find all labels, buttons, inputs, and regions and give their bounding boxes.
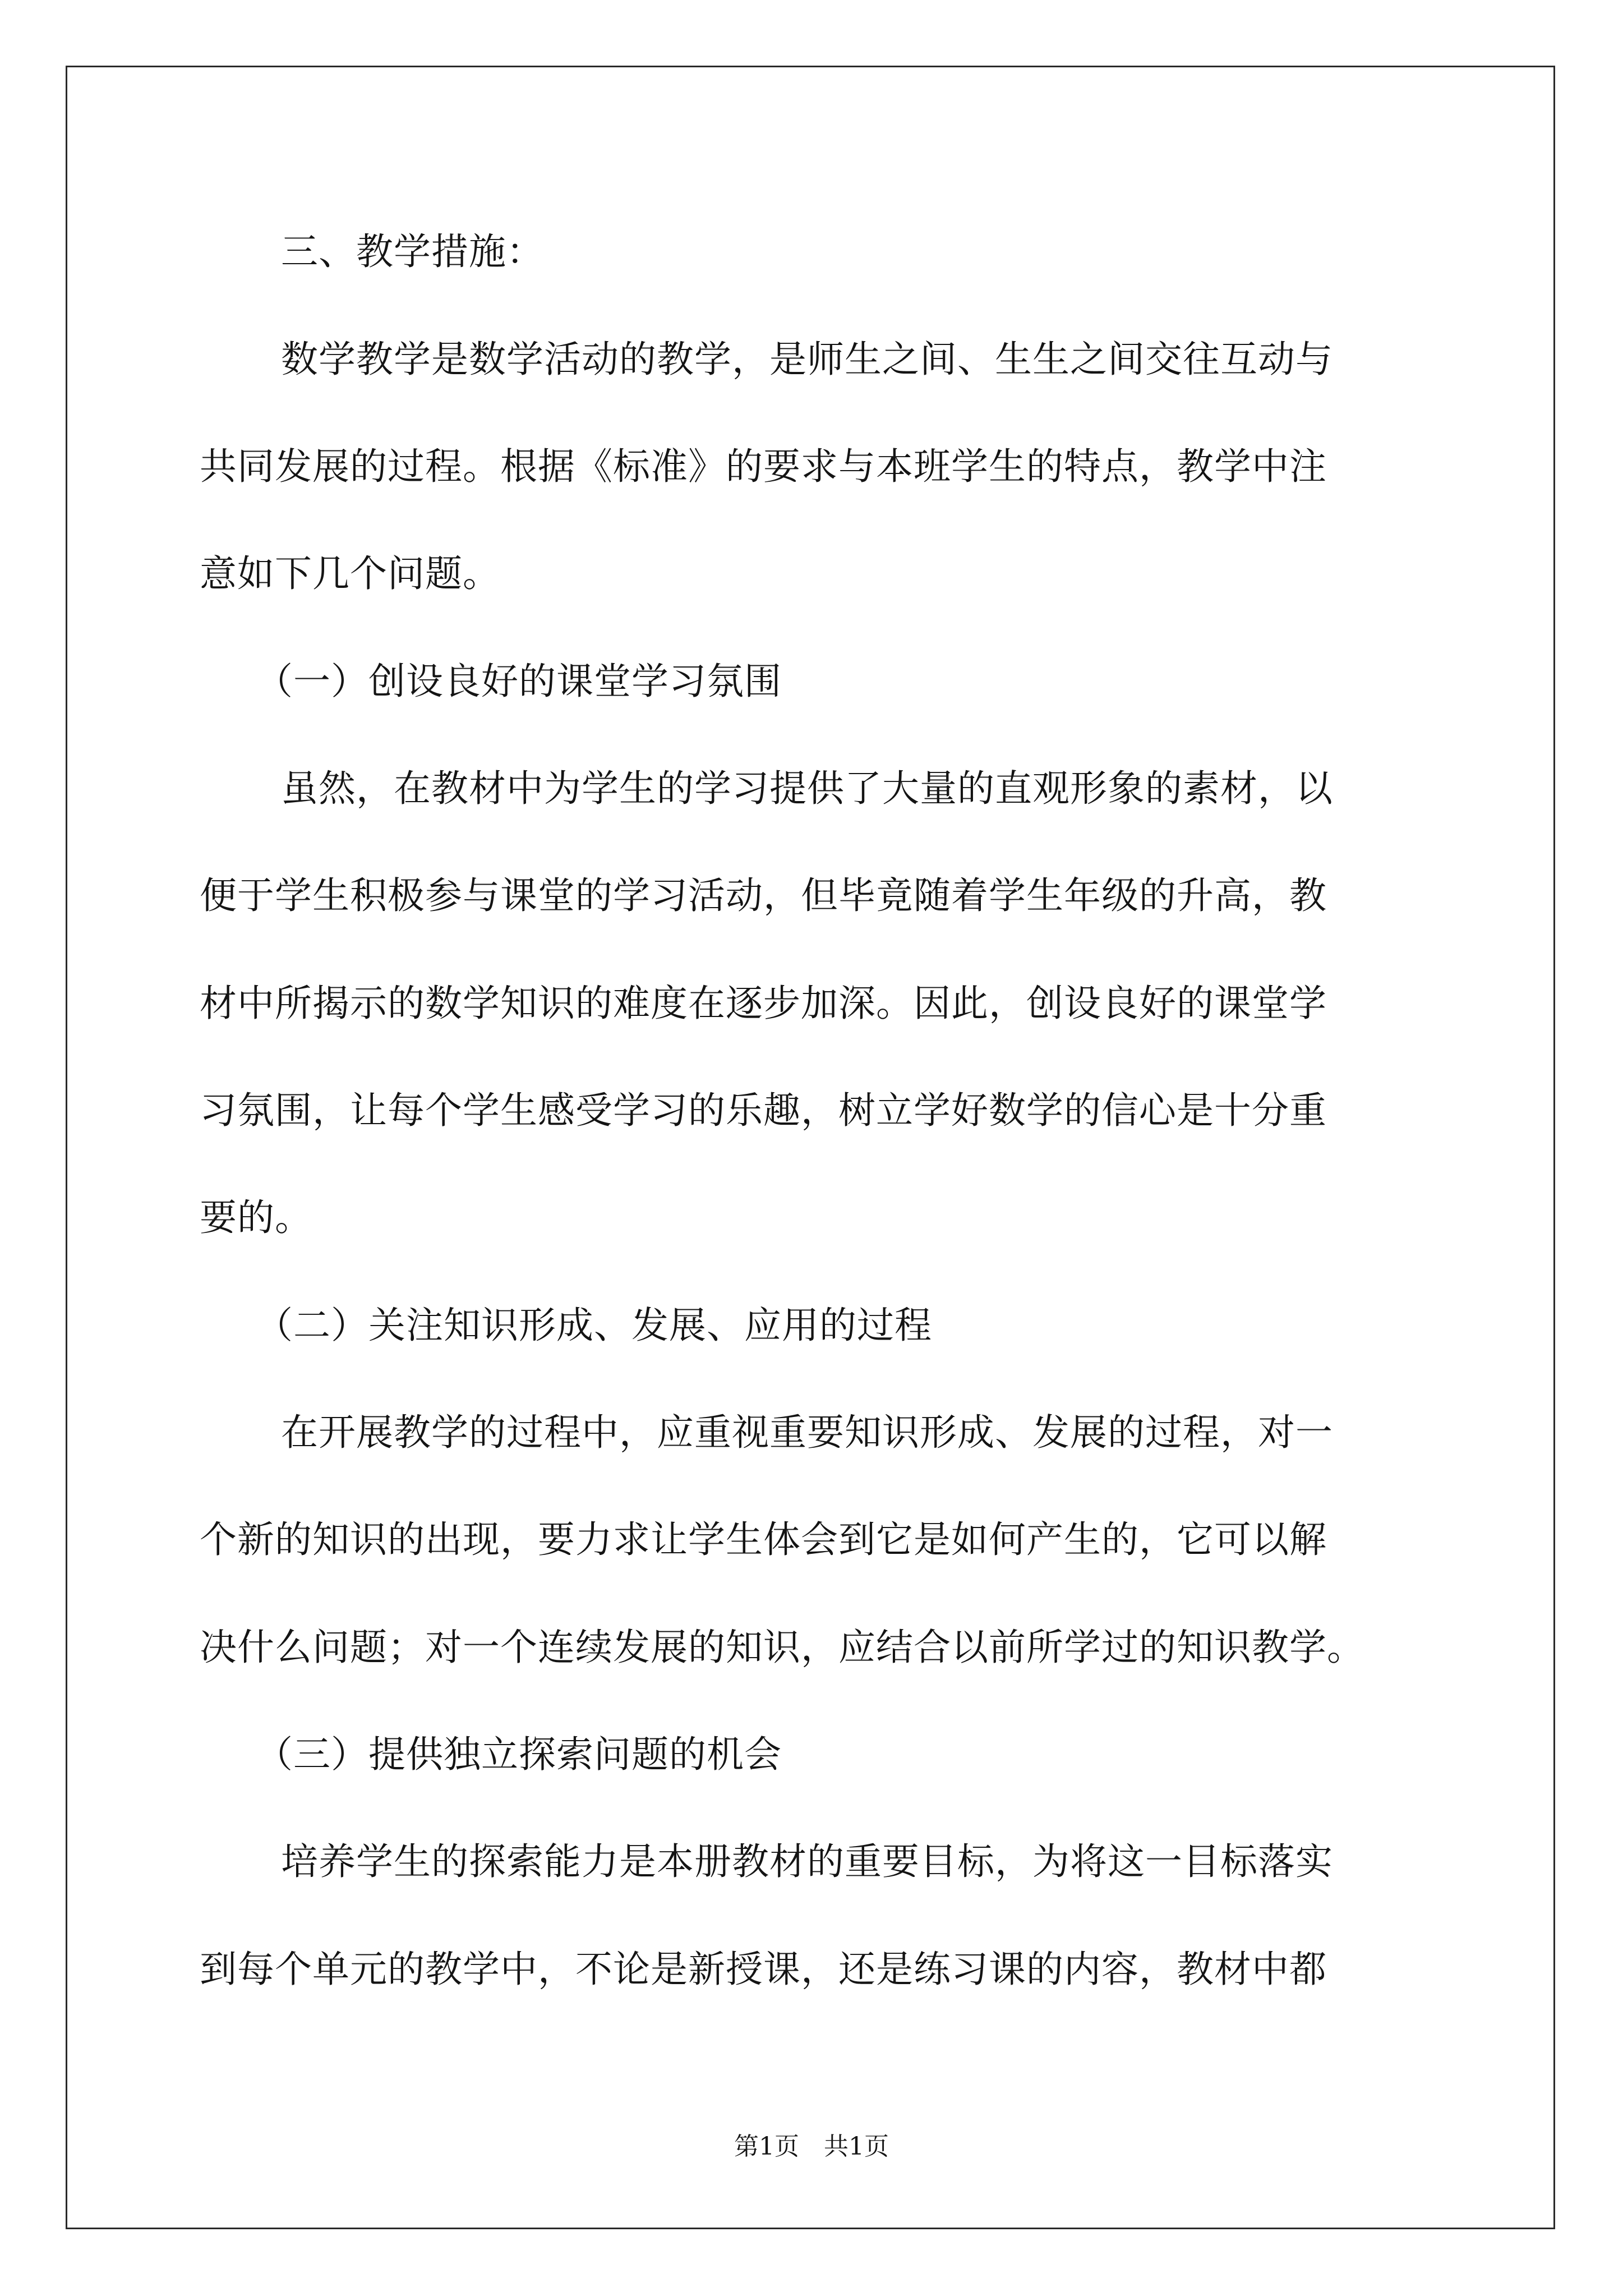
subheading-1: （一）创设良好的课堂学习氛围 [256, 660, 782, 703]
paragraph-line: 便于学生积极参与课堂的学习活动，但毕竟随着学生年级的升高，教 [200, 874, 1327, 917]
subheading-2: （二）关注知识形成、发展、应用的过程 [256, 1304, 932, 1347]
paragraph-line: 培养学生的探索能力是本册教材的重要目标，为将这一目标落实 [281, 1840, 1333, 1883]
paragraph-line: 个新的知识的出现，要力求让学生体会到它是如何产生的，它可以解 [200, 1518, 1327, 1561]
subheading-3: （三）提供独立探索问题的机会 [256, 1733, 782, 1776]
paragraph-line: 材中所揭示的数学知识的难度在逐步加深。因此，创设良好的课堂学 [200, 982, 1327, 1025]
paragraph-line: 虽然，在教材中为学生的学习提供了大量的直观形象的素材，以 [281, 767, 1333, 810]
section-heading-teaching-measures: 三、教学措施： [281, 230, 544, 273]
page-number-footer: 第1页 共1页 [734, 2132, 889, 2161]
paragraph-line: 要的。 [200, 1196, 312, 1239]
paragraph-line: 意如下几个问题。 [200, 552, 500, 595]
paragraph-line: 习氛围，让每个学生感受学习的乐趣，树立学好数学的信心是十分重 [200, 1089, 1327, 1132]
paragraph-line: 共同发展的过程。根据《标准》的要求与本班学生的特点，教学中注 [200, 445, 1327, 488]
page-border [66, 66, 1555, 2229]
paragraph-line: 决什么问题；对一个连续发展的知识，应结合以前所学过的知识教学。 [200, 1626, 1364, 1669]
paragraph-line: 数学教学是数学活动的教学，是师生之间、生生之间交往互动与 [281, 338, 1333, 381]
paragraph-line: 到每个单元的教学中，不论是新授课，还是练习课的内容，教材中都 [200, 1948, 1327, 1991]
paragraph-line: 在开展教学的过程中，应重视重要知识形成、发展的过程，对一 [281, 1411, 1333, 1454]
